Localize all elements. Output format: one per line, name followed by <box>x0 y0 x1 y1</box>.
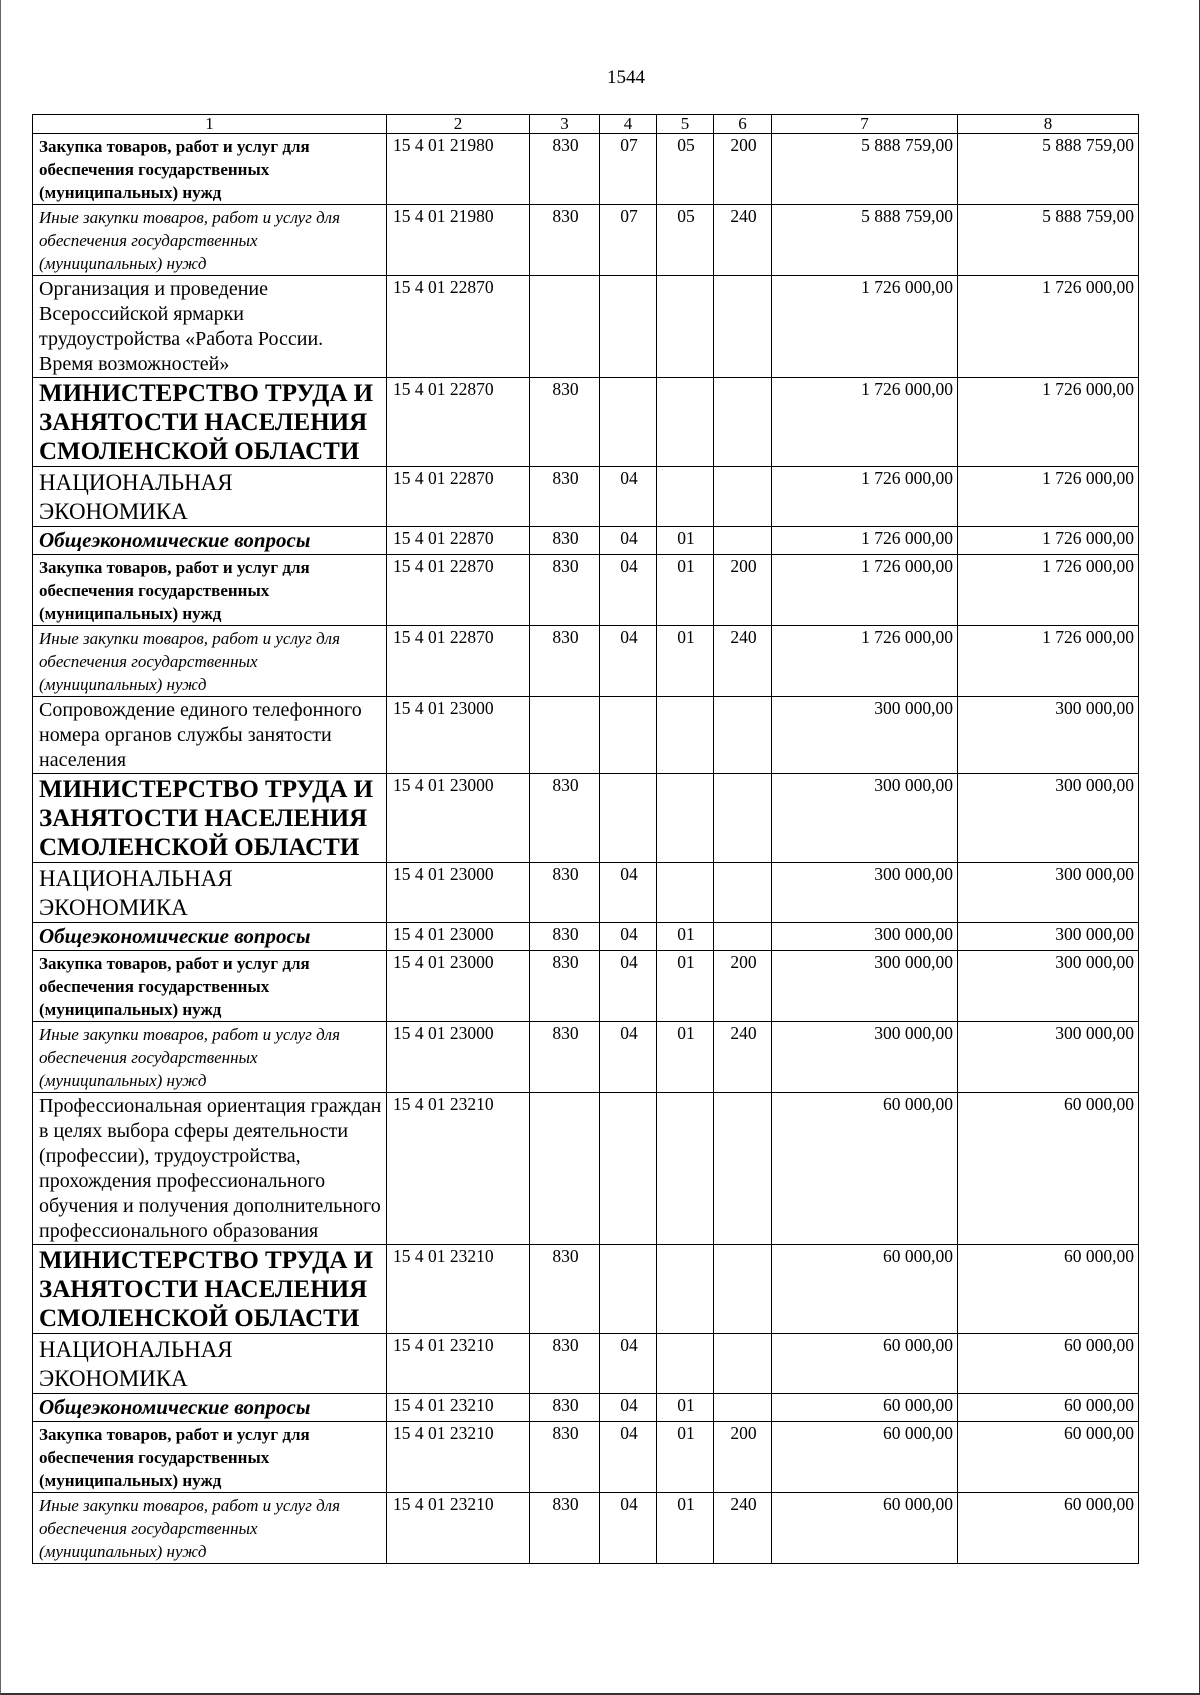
expense-type-code: 200 <box>714 1422 772 1493</box>
expense-type-code <box>714 1334 772 1394</box>
subsection-code: 01 <box>657 1422 714 1493</box>
table-row <box>33 555 1139 626</box>
amount-year-2: 60 000,00 <box>958 1334 1139 1394</box>
column-header: 8 <box>958 115 1139 134</box>
table-row <box>33 134 1139 205</box>
row-name: Профессиональная ориентация граждан в целях выбора сферы деятельности (профессии), трудоустройства, прохождения профессионального обучения и получения дополнительного профессионального образования <box>33 1093 387 1245</box>
target-article-code: 15 4 01 21980 <box>387 205 530 276</box>
budget-table <box>32 114 1139 1564</box>
table-row <box>33 527 1139 555</box>
row-name: Организация и проведение Всероссийской ярмарки трудоустройства «Работа России. Время возможностей» <box>33 276 387 378</box>
section-code <box>600 276 657 378</box>
amount-year-1: 300 000,00 <box>772 1022 958 1093</box>
row-name: Сопровождение единого телефонного номера органов службы занятости населения <box>33 697 387 774</box>
row-name: Иные закупки товаров, работ и услуг для обеспечения государственных (муниципальных) нужд <box>33 205 387 276</box>
amount-year-1: 1 726 000,00 <box>772 527 958 555</box>
expense-type-code: 200 <box>714 555 772 626</box>
amount-year-2: 60 000,00 <box>958 1093 1139 1245</box>
table-row <box>33 951 1139 1022</box>
target-article-code: 15 4 01 22870 <box>387 276 530 378</box>
amount-year-2: 60 000,00 <box>958 1394 1139 1422</box>
section-code: 04 <box>600 923 657 951</box>
subsection-code: 01 <box>657 626 714 697</box>
section-code: 04 <box>600 527 657 555</box>
row-name: Иные закупки товаров, работ и услуг для обеспечения государственных (муниципальных) нужд <box>33 1493 387 1564</box>
amount-year-1: 300 000,00 <box>772 863 958 923</box>
subsection-code <box>657 378 714 467</box>
column-number-row <box>33 115 1139 134</box>
table-row <box>33 1022 1139 1093</box>
target-article-code: 15 4 01 23210 <box>387 1245 530 1334</box>
column-header: 1 <box>33 115 387 134</box>
target-article-code: 15 4 01 23210 <box>387 1493 530 1564</box>
amount-year-2: 60 000,00 <box>958 1493 1139 1564</box>
expense-type-code <box>714 697 772 774</box>
row-name: Закупка товаров, работ и услуг для обеспечения государственных (муниципальных) нужд <box>33 951 387 1022</box>
table-body <box>33 134 1139 1564</box>
table-row <box>33 863 1139 923</box>
amount-year-1: 1 726 000,00 <box>772 378 958 467</box>
expense-type-code <box>714 1394 772 1422</box>
amount-year-1: 60 000,00 <box>772 1093 958 1245</box>
table-row <box>33 1394 1139 1422</box>
amount-year-2: 300 000,00 <box>958 774 1139 863</box>
amount-year-1: 300 000,00 <box>772 774 958 863</box>
amount-year-1: 5 888 759,00 <box>772 205 958 276</box>
amount-year-2: 1 726 000,00 <box>958 378 1139 467</box>
amount-year-1: 60 000,00 <box>772 1493 958 1564</box>
subsection-code: 05 <box>657 205 714 276</box>
subsection-code: 01 <box>657 1493 714 1564</box>
amount-year-2: 300 000,00 <box>958 923 1139 951</box>
amount-year-1: 1 726 000,00 <box>772 276 958 378</box>
table-row <box>33 697 1139 774</box>
amount-year-2: 300 000,00 <box>958 1022 1139 1093</box>
table-row <box>33 205 1139 276</box>
target-article-code: 15 4 01 22870 <box>387 555 530 626</box>
section-code <box>600 774 657 863</box>
expense-type-code: 240 <box>714 626 772 697</box>
table-row <box>33 378 1139 467</box>
target-article-code: 15 4 01 22870 <box>387 378 530 467</box>
amount-year-1: 1 726 000,00 <box>772 555 958 626</box>
amount-year-2: 1 726 000,00 <box>958 626 1139 697</box>
subsection-code <box>657 1334 714 1394</box>
target-article-code: 15 4 01 23000 <box>387 951 530 1022</box>
row-name: МИНИСТЕРСТВО ТРУДА И ЗАНЯТОСТИ НАСЕЛЕНИЯ СМОЛЕНСКОЙ ОБЛАСТИ <box>33 378 387 467</box>
column-header: 3 <box>530 115 600 134</box>
target-article-code: 15 4 01 23210 <box>387 1422 530 1493</box>
expense-type-code <box>714 774 772 863</box>
target-article-code: 15 4 01 23210 <box>387 1093 530 1245</box>
expense-type-code <box>714 527 772 555</box>
expense-type-code <box>714 276 772 378</box>
section-code: 04 <box>600 1022 657 1093</box>
expense-type-code <box>714 923 772 951</box>
subsection-code: 01 <box>657 1394 714 1422</box>
section-code: 07 <box>600 134 657 205</box>
section-code: 04 <box>600 555 657 626</box>
column-header: 7 <box>772 115 958 134</box>
amount-year-2: 300 000,00 <box>958 863 1139 923</box>
section-code: 07 <box>600 205 657 276</box>
subsection-code <box>657 1093 714 1245</box>
table-row <box>33 1422 1139 1493</box>
expense-type-code: 240 <box>714 205 772 276</box>
expense-type-code: 200 <box>714 134 772 205</box>
ministry-code: 830 <box>530 1422 600 1493</box>
ministry-code: 830 <box>530 378 600 467</box>
subsection-code <box>657 467 714 527</box>
expense-type-code <box>714 863 772 923</box>
ministry-code: 830 <box>530 923 600 951</box>
column-header: 5 <box>657 115 714 134</box>
row-name: Общеэкономические вопросы <box>33 527 387 555</box>
section-code: 04 <box>600 626 657 697</box>
ministry-code: 830 <box>530 863 600 923</box>
amount-year-1: 300 000,00 <box>772 923 958 951</box>
target-article-code: 15 4 01 22870 <box>387 467 530 527</box>
section-code: 04 <box>600 951 657 1022</box>
section-code <box>600 378 657 467</box>
ministry-code <box>530 276 600 378</box>
column-header: 4 <box>600 115 657 134</box>
amount-year-2: 1 726 000,00 <box>958 527 1139 555</box>
row-name: Общеэкономические вопросы <box>33 923 387 951</box>
column-header: 2 <box>387 115 530 134</box>
subsection-code: 01 <box>657 1022 714 1093</box>
ministry-code: 830 <box>530 205 600 276</box>
subsection-code: 01 <box>657 527 714 555</box>
subsection-code: 01 <box>657 951 714 1022</box>
row-name: МИНИСТЕРСТВО ТРУДА И ЗАНЯТОСТИ НАСЕЛЕНИЯ СМОЛЕНСКОЙ ОБЛАСТИ <box>33 1245 387 1334</box>
amount-year-1: 300 000,00 <box>772 697 958 774</box>
section-code <box>600 697 657 774</box>
amount-year-1: 60 000,00 <box>772 1334 958 1394</box>
amount-year-1: 60 000,00 <box>772 1422 958 1493</box>
ministry-code: 830 <box>530 951 600 1022</box>
amount-year-1: 60 000,00 <box>772 1245 958 1334</box>
ministry-code: 830 <box>530 626 600 697</box>
row-name: Закупка товаров, работ и услуг для обеспечения государственных (муниципальных) нужд <box>33 555 387 626</box>
subsection-code: 01 <box>657 923 714 951</box>
table-row <box>33 1093 1139 1245</box>
ministry-code: 830 <box>530 1394 600 1422</box>
amount-year-1: 5 888 759,00 <box>772 134 958 205</box>
table-row <box>33 467 1139 527</box>
amount-year-2: 5 888 759,00 <box>958 134 1139 205</box>
expense-type-code: 200 <box>714 951 772 1022</box>
subsection-code <box>657 1245 714 1334</box>
amount-year-2: 1 726 000,00 <box>958 467 1139 527</box>
subsection-code <box>657 863 714 923</box>
expense-type-code <box>714 378 772 467</box>
amount-year-2: 300 000,00 <box>958 951 1139 1022</box>
expense-type-code <box>714 1093 772 1245</box>
target-article-code: 15 4 01 22870 <box>387 527 530 555</box>
expense-type-code: 240 <box>714 1493 772 1564</box>
amount-year-1: 1 726 000,00 <box>772 467 958 527</box>
column-header: 6 <box>714 115 772 134</box>
table-row <box>33 276 1139 378</box>
amount-year-2: 1 726 000,00 <box>958 555 1139 626</box>
subsection-code: 05 <box>657 134 714 205</box>
target-article-code: 15 4 01 22870 <box>387 626 530 697</box>
amount-year-1: 1 726 000,00 <box>772 626 958 697</box>
ministry-code: 830 <box>530 1245 600 1334</box>
target-article-code: 15 4 01 23210 <box>387 1394 530 1422</box>
row-name: Закупка товаров, работ и услуг для обеспечения государственных (муниципальных) нужд <box>33 1422 387 1493</box>
amount-year-1: 300 000,00 <box>772 951 958 1022</box>
subsection-code: 01 <box>657 555 714 626</box>
section-code: 04 <box>600 1493 657 1564</box>
row-name: Иные закупки товаров, работ и услуг для обеспечения государственных (муниципальных) нужд <box>33 626 387 697</box>
target-article-code: 15 4 01 23000 <box>387 774 530 863</box>
table-row <box>33 774 1139 863</box>
target-article-code: 15 4 01 21980 <box>387 134 530 205</box>
amount-year-2: 60 000,00 <box>958 1245 1139 1334</box>
amount-year-2: 60 000,00 <box>958 1422 1139 1493</box>
expense-type-code <box>714 467 772 527</box>
section-code: 04 <box>600 1334 657 1394</box>
section-code: 04 <box>600 1394 657 1422</box>
page-number: 1544 <box>607 67 645 88</box>
ministry-code: 830 <box>530 1493 600 1564</box>
table-row <box>33 1245 1139 1334</box>
subsection-code <box>657 697 714 774</box>
expense-type-code <box>714 1245 772 1334</box>
target-article-code: 15 4 01 23000 <box>387 923 530 951</box>
target-article-code: 15 4 01 23000 <box>387 863 530 923</box>
ministry-code <box>530 1093 600 1245</box>
table-row <box>33 1334 1139 1394</box>
ministry-code: 830 <box>530 1022 600 1093</box>
target-article-code: 15 4 01 23000 <box>387 1022 530 1093</box>
ministry-code: 830 <box>530 527 600 555</box>
section-code: 04 <box>600 467 657 527</box>
section-code <box>600 1093 657 1245</box>
row-name: НАЦИОНАЛЬНАЯ ЭКОНОМИКА <box>33 863 387 923</box>
table-row <box>33 626 1139 697</box>
row-name: НАЦИОНАЛЬНАЯ ЭКОНОМИКА <box>33 1334 387 1394</box>
ministry-code: 830 <box>530 467 600 527</box>
expense-type-code: 240 <box>714 1022 772 1093</box>
amount-year-2: 5 888 759,00 <box>958 205 1139 276</box>
target-article-code: 15 4 01 23210 <box>387 1334 530 1394</box>
section-code: 04 <box>600 1422 657 1493</box>
section-code <box>600 1245 657 1334</box>
amount-year-1: 60 000,00 <box>772 1394 958 1422</box>
amount-year-2: 1 726 000,00 <box>958 276 1139 378</box>
row-name: НАЦИОНАЛЬНАЯ ЭКОНОМИКА <box>33 467 387 527</box>
amount-year-2: 300 000,00 <box>958 697 1139 774</box>
ministry-code: 830 <box>530 1334 600 1394</box>
row-name: Закупка товаров, работ и услуг для обеспечения государственных (муниципальных) нужд <box>33 134 387 205</box>
target-article-code: 15 4 01 23000 <box>387 697 530 774</box>
table-row <box>33 1493 1139 1564</box>
row-name: МИНИСТЕРСТВО ТРУДА И ЗАНЯТОСТИ НАСЕЛЕНИЯ СМОЛЕНСКОЙ ОБЛАСТИ <box>33 774 387 863</box>
row-name: Общеэкономические вопросы <box>33 1394 387 1422</box>
ministry-code: 830 <box>530 555 600 626</box>
ministry-code: 830 <box>530 774 600 863</box>
subsection-code <box>657 276 714 378</box>
ministry-code: 830 <box>530 134 600 205</box>
ministry-code <box>530 697 600 774</box>
table-row <box>33 923 1139 951</box>
section-code: 04 <box>600 863 657 923</box>
subsection-code <box>657 774 714 863</box>
row-name: Иные закупки товаров, работ и услуг для обеспечения государственных (муниципальных) нужд <box>33 1022 387 1093</box>
